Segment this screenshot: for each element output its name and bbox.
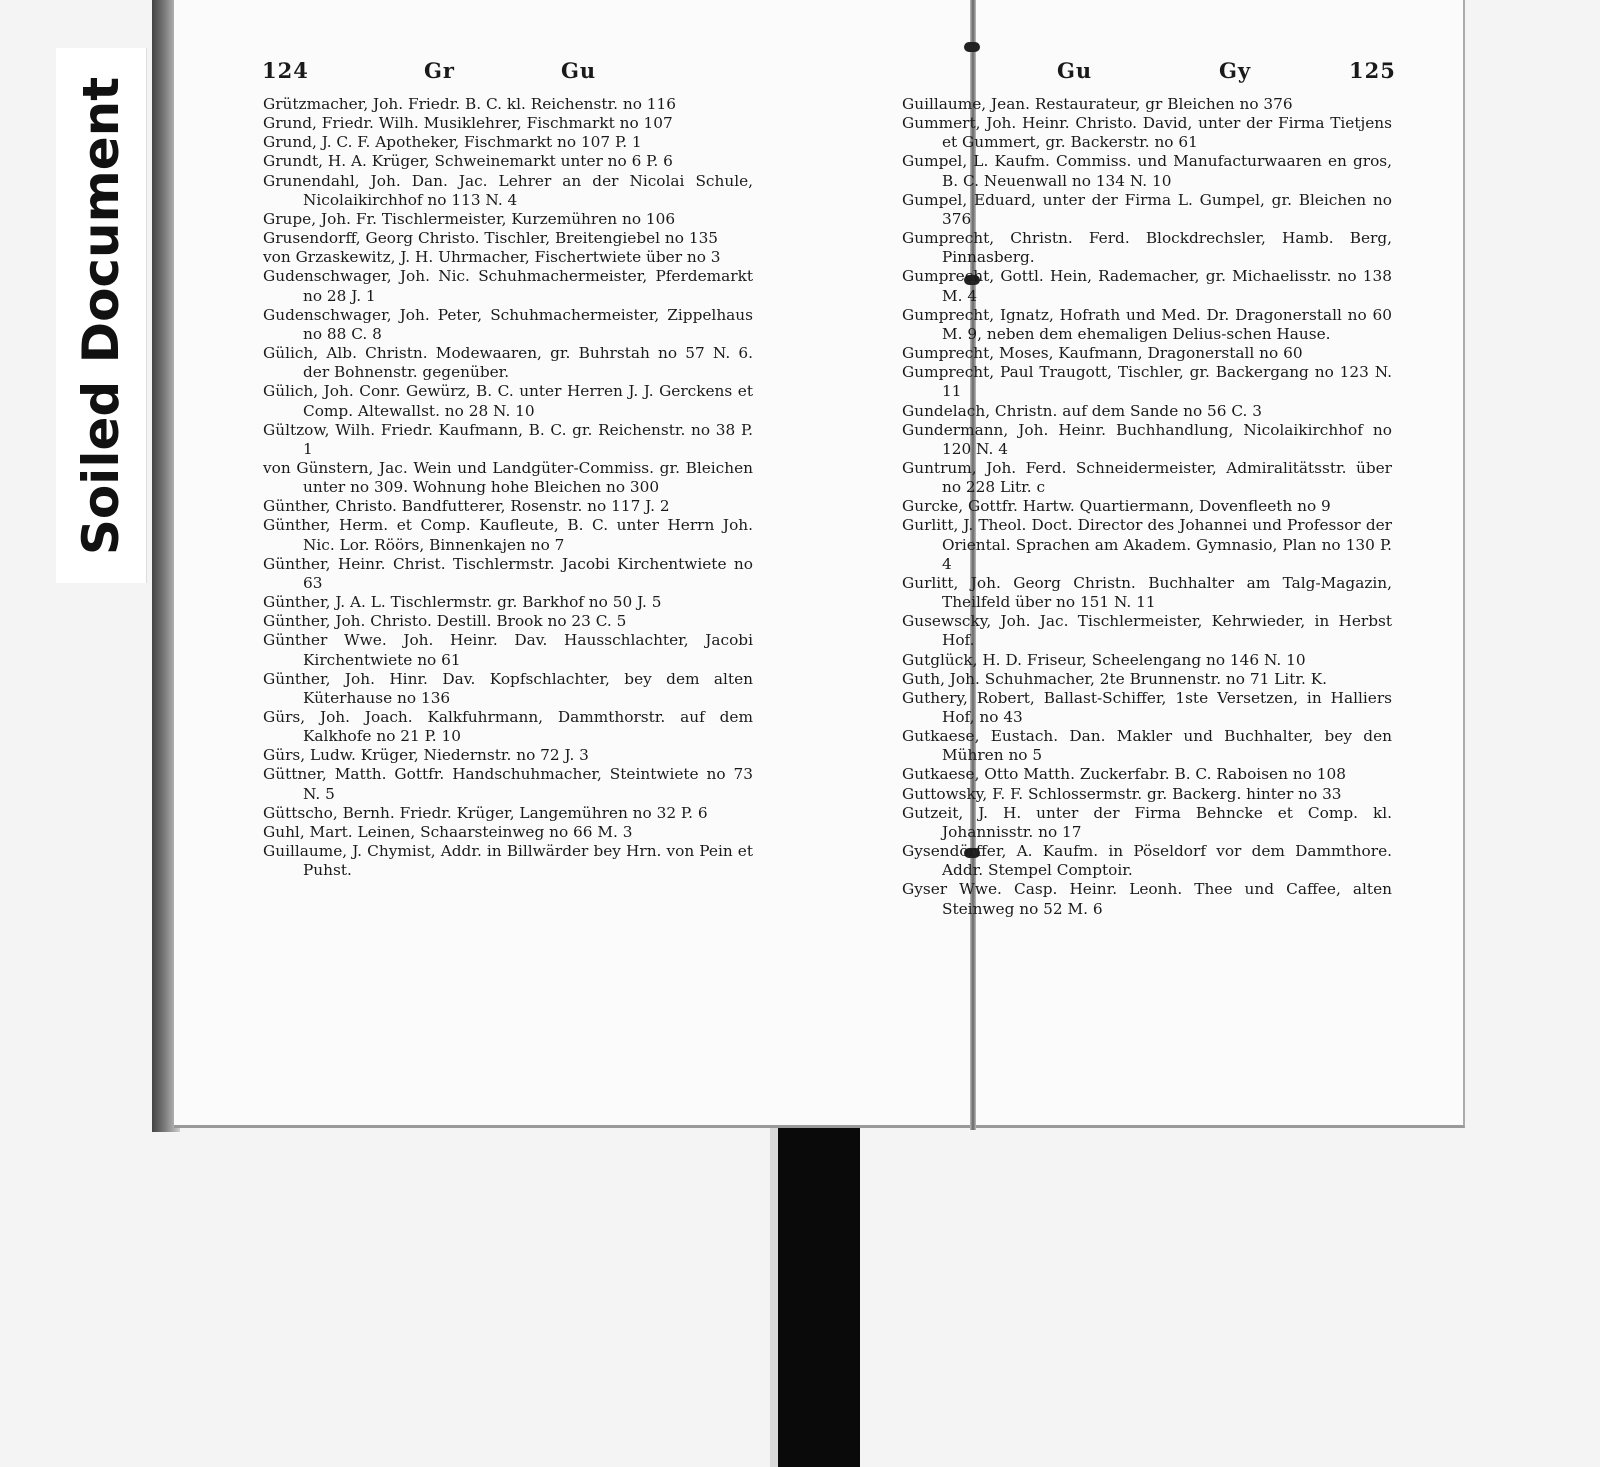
directory-entry: Gumprecht, Moses, Kaufmann, Dragonerstall no 60 [902, 344, 1303, 363]
directory-entry: von Grzaskewitz, J. H. Uhrmacher, Fischertwiete über no 3 [263, 248, 721, 267]
right-entry-list [902, 95, 1392, 919]
tab-edge [770, 1128, 778, 1467]
left-entry-list [263, 95, 753, 880]
right-header-left: Gu [1057, 58, 1093, 83]
directory-entry: Guntrum, Joh. Ferd. Schneidermeister, Admiralitätsstr. über no 228 Litr. c [902, 458, 1392, 497]
directory-entry: Güttner, Matth. Gottfr. Handschuhmacher, Steintwiete no 73 N. 5 [263, 765, 753, 803]
directory-entry: Guillaume, J. Chymist, Addr. in Billwärder bey Hrn. von Pein et Puhst. [263, 842, 753, 880]
directory-entry: Gysendörffer, A. Kaufm. in Pöseldorf vor dem Dammthore. Addr. Stempel Comptoir. [902, 842, 1392, 880]
directory-entry: Guillaume, Jean. Restaurateur, gr Bleichen no 376 [902, 95, 1293, 113]
directory-entry: Gülich, Alb. Christn. Modewaaren, gr. Buhrstah no 57 N. 6. der Bohnenstr. gegenüber. [263, 344, 753, 382]
directory-entry: Grunendahl, Joh. Dan. Jac. Lehrer an der Nicolai Schule, Nicolaikirchhof no 113 N. 4 [263, 171, 753, 209]
directory-entry: Günther Wwe. Joh. Heinr. Dav. Hausschlachter, Jacobi Kirchentwiete no 61 [263, 631, 753, 669]
directory-entry: Gummert, Joh. Heinr. Christo. David, unter der Firma Tietjens et Gummert, gr. Backerstr. no 61 [902, 114, 1392, 152]
directory-entry: Gürs, Ludw. Krüger, Niedernstr. no 72 J. 3 [263, 746, 589, 765]
directory-entry: Gusewscky, Joh. Jac. Tischlermeister, Kehrwieder, in Herbst Hof. [902, 612, 1392, 650]
directory-entry: Guhl, Mart. Leinen, Schaarsteinweg no 66 M. 3 [263, 822, 633, 841]
directory-entry: Guthery, Robert, Ballast-Schiffer, 1ste Versetzen, in Halliers Hof, no 43 [902, 688, 1392, 726]
right-page-number: 125 [1349, 58, 1396, 83]
directory-entry: Gudenschwager, Joh. Peter, Schuhmachermeister, Zippelhaus no 88 C. 8 [263, 305, 753, 343]
soiled-document-label [56, 48, 147, 583]
directory-entry: Günther, J. A. L. Tischlermstr. gr. Barkhof no 50 J. 5 [263, 593, 662, 612]
directory-entry: Günther, Heinr. Christ. Tischlermstr. Jacobi Kirchentwiete no 63 [263, 554, 753, 592]
directory-entry: Gurlitt, J. Theol. Doct. Director des Johannei und Professor der Oriental. Sprachen am Akadem. Gymnasio, Plan no 130 P. 4 [902, 516, 1392, 573]
directory-entry: Günther, Herm. et Comp. Kaufleute, B. C. unter Herrn Joh. Nic. Lor. Röörs, Binnenkajen no 7 [263, 516, 753, 554]
directory-entry: Gurlitt, Joh. Georg Christn. Buchhalter am Talg-Magazin, Theilfeld über no 151 N. 11 [902, 573, 1392, 612]
binding-stitch [964, 42, 980, 52]
directory-entry: Gurcke, Gottfr. Hartw. Quartiermann, Dovenfleeth no 9 [902, 497, 1331, 516]
directory-entry: Gumprecht, Gottl. Hein, Rademacher, gr. Michaelisstr. no 138 M. 4 [902, 267, 1392, 305]
directory-entry: Gutkaese, Eustach. Dan. Makler und Buchhalter, bey den Mühren no 5 [902, 727, 1392, 765]
directory-entry: Grund, Friedr. Wilh. Musiklehrer, Fischmarkt no 107 [263, 114, 673, 133]
directory-entry: Gyser Wwe. Casp. Heinr. Leonh. Thee und Caffee, alten Steinweg no 52 M. 6 [902, 880, 1392, 918]
label-text: Soiled Document [72, 76, 130, 555]
directory-entry: Gutkaese, Otto Matth. Zuckerfabr. B. C. Raboisen no 108 [902, 765, 1346, 784]
directory-entry: Grund, J. C. F. Apotheker, Fischmarkt no 107 P. 1 [263, 133, 642, 152]
directory-entry: Gumprecht, Christn. Ferd. Blockdrechsler, Hamb. Berg, Pinnasberg. [902, 229, 1392, 267]
directory-entry: Gumpel, Eduard, unter der Firma L. Gumpel, gr. Bleichen no 376 [902, 190, 1392, 228]
directory-entry: Guth, Joh. Schuhmacher, 2te Brunnenstr. no 71 Litr. K. [902, 669, 1328, 688]
right-header-right: Gy [1219, 58, 1252, 83]
directory-entry: von Günstern, Jac. Wein und Landgüter-Commiss. gr. Bleichen unter no 309. Wohnung hohe Bleichen no 300 [263, 458, 753, 497]
directory-entry: Gundelach, Christn. auf dem Sande no 56 C. 3 [902, 401, 1262, 420]
directory-entry: Gumpel, L. Kaufm. Commiss. und Manufacturwaaren en gros, B. C. Neuenwall no 134 N. 10 [902, 152, 1392, 190]
directory-entry: Gutzeit, J. H. unter der Firma Behncke et Comp. kl. Johannisstr. no 17 [902, 803, 1392, 841]
directory-entry: Günther, Joh. Christo. Destill. Brook no 23 C. 5 [263, 612, 627, 631]
left-header-left: Gr [424, 58, 455, 83]
directory-entry: Gültzow, Wilh. Friedr. Kaufmann, B. C. gr. Reichenstr. no 38 P. 1 [263, 420, 753, 458]
directory-entry: Günther, Joh. Hinr. Dav. Kopfschlachter, bey dem alten Küterhause no 136 [263, 669, 753, 707]
directory-entry: Guttowsky, F. F. Schlossermstr. gr. Backerg. hinter no 33 [902, 784, 1342, 803]
directory-entry: Gumprecht, Ignatz, Hofrath und Med. Dr. Dragonerstall no 60 M. 9, neben dem ehemaligen Delius-schen Hause. [902, 305, 1392, 343]
left-page-number: 124 [262, 58, 309, 83]
directory-entry: Grusendorff, Georg Christo. Tischler, Breitengiebel no 135 [263, 229, 719, 248]
directory-entry: Günther, Christo. Bandfutterer, Rosenstr. no 117 J. 2 [263, 497, 670, 516]
directory-entry: Gutglück, H. D. Friseur, Scheelengang no 146 N. 10 [902, 650, 1306, 669]
directory-entry: Gürs, Joh. Joach. Kalkfuhrmann, Dammthorstr. auf dem Kalkhofe no 21 P. 10 [263, 708, 753, 746]
directory-entry: Gumprecht, Paul Traugott, Tischler, gr. Backergang no 123 N. 11 [902, 363, 1392, 401]
directory-entry: Grützmacher, Joh. Friedr. B. C. kl. Reichenstr. no 116 [263, 95, 676, 113]
directory-entry: Grupe, Joh. Fr. Tischlermeister, Kurzemühren no 106 [263, 209, 676, 228]
directory-entry: Grundt, H. A. Krüger, Schweinemarkt unter no 6 P. 6 [263, 152, 673, 171]
black-tab [778, 1128, 860, 1467]
left-header-right: Gu [561, 58, 597, 83]
directory-entry: Güttscho, Bernh. Friedr. Krüger, Langemühren no 32 P. 6 [263, 803, 708, 822]
directory-entry: Gülich, Joh. Conr. Gewürz, B. C. unter Herren J. J. Gerckens et Comp. Altewallst. no 28 N. 10 [263, 382, 753, 420]
directory-entry: Gundermann, Joh. Heinr. Buchhandlung, Nicolaikirchhof no 120 N. 4 [902, 420, 1392, 458]
directory-entry: Gudenschwager, Joh. Nic. Schuhmachermeister, Pferdemarkt no 28 J. 1 [263, 267, 753, 305]
